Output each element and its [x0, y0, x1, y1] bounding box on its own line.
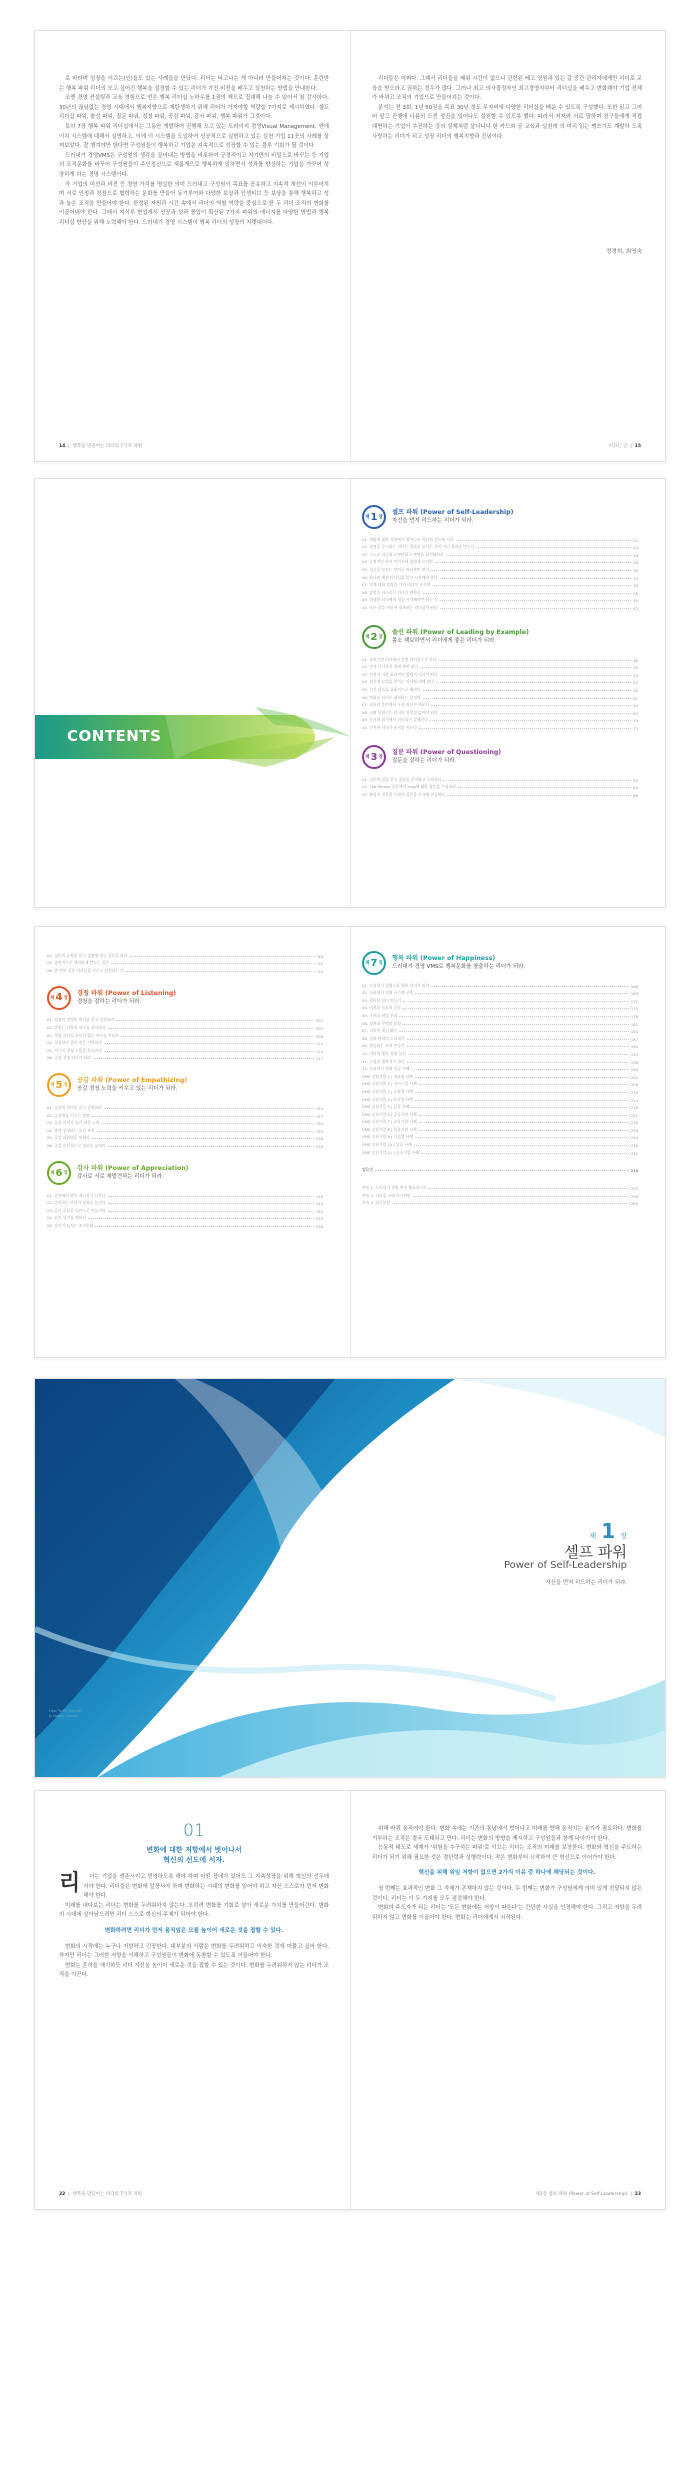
toc-entry[interactable]: 01. 공감의 의미를 알고 실천하라 124 [47, 1104, 323, 1111]
toc-entry[interactable]: VMS 실천기업 10 | 물류 사례 238 [362, 1142, 638, 1149]
toc-page-number: 136 [315, 1136, 323, 1142]
toc-page-number: 238 [630, 1143, 638, 1149]
toc-entry[interactable]: 부록 1. 드러내기 경영 추진 체크리스트 252 [362, 1184, 638, 1191]
toc-page-number: 67 [633, 710, 638, 716]
toc-page-number: 252 [630, 1185, 638, 1191]
toc-page-number: 95 [318, 968, 323, 974]
toc-entry[interactable]: 부록 3. 참고문헌 260 [362, 1200, 638, 1207]
toc-page-number: 158 [315, 1223, 323, 1229]
toc-page-number: 38 [633, 590, 638, 596]
paragraph: 더는 기업을 생존시키고 번영하도록 해야 하며 어떤 장애가 있어도 그 지속성장을 위해 혁신의 선두에 서야 한다. 리더들은 변화에 앞장서야 하며 변화하는 시대의 변화를 읽어야 하고 자신 스스로가 먼저 변화해야 한다. [83, 1874, 329, 1900]
toc-page-number: 184 [630, 1029, 638, 1035]
toc-entry[interactable]: 05. 성공을 부르는 언어로 바라보면 된다 30 [362, 566, 638, 573]
toc-list [362, 775, 638, 798]
toc-entry[interactable]: 09. 끈기와 위기에서 리더십이 강해진다 70 [362, 717, 638, 724]
toc-page-number: 105 [315, 1025, 323, 1031]
toc-entry[interactable]: 10. 리더의 행복 경영 실천 193 [362, 1050, 638, 1057]
toc-page-number: 124 [315, 1105, 323, 1111]
spread-preface [34, 30, 666, 462]
toc-entry[interactable]: 11. 구성원 행복지수 관리 196 [362, 1058, 638, 1065]
chapter-title: 공감 파워 (Power of Empathizing) [77, 1077, 188, 1085]
toc-page-number: 102 [315, 1018, 323, 1024]
contents-right-page [350, 479, 665, 907]
toc-page-number: 196 [630, 1059, 638, 1065]
footer-right: 이끄는 글 | 15 [608, 444, 641, 449]
chapter-subtitle: 드러내기 경영 VMS로 행복문화를 창출하는 리더가 되라. [392, 964, 526, 970]
toc-page-number: 33 [633, 575, 638, 581]
toc-page-number: 73 [633, 725, 638, 731]
toc-list [362, 1183, 638, 1206]
spread-contents-2 [34, 926, 666, 1358]
toc-entry[interactable]: 02. 드러내기 경영 시스템 구축 169 [362, 990, 638, 997]
toc-page-number: 190 [630, 1044, 638, 1050]
toc-page-number: 64 [633, 703, 638, 709]
toc-page-number: 166 [630, 983, 638, 989]
toc-page-number: 139 [315, 1143, 323, 1149]
toc-page-number: 178 [630, 1013, 638, 1019]
toc-page-number: 83 [633, 785, 638, 791]
preface-left-text [59, 75, 329, 229]
chapter-subtitle: 몸소 해보하면서 리더에게 좋은 리더가 되라. [392, 638, 497, 644]
toc-entry[interactable]: 06. 변화를 리더로 대처하는 결정력 61 [362, 694, 638, 701]
toc-page-number: 48 [633, 657, 638, 663]
toc-page-number: 42 [633, 605, 638, 611]
section-right-text [372, 1825, 642, 1923]
paragraph: 드러내기 경영VMS은 구성원의 생각을 끌어내는 방법을 비롯하여 긍정적이고 자기만의 비밀으로 바꾸는 등 기업의 조직문화를 바꾸어 구성원들이 주인정신으로 새롭게으로 행복하게 일하면서 성과를 향상하는 기업을 가꾸어 성장하게 하는 경영 시스템이다. [59, 152, 329, 178]
toc-page-number: 50 [633, 665, 638, 671]
footer-left-2: 22 | 행복을 만들어는 리더의 7가지 파워 [59, 2192, 142, 2197]
toc-page-number: 36 [633, 583, 638, 589]
toc-entry[interactable]: 03. 경청 리더십 보이지 않는 차이를 만들라 108 [47, 1032, 323, 1039]
chapter-badge: 제 2 장 [362, 625, 386, 649]
chapter-badge: 제 6 장 [47, 1161, 71, 1185]
toc-page-number: 214 [630, 1097, 638, 1103]
spread-chapter-opener [34, 1378, 666, 1778]
contents-right-page-2 [350, 927, 665, 1357]
toc-entry[interactable]: VMS 실천기업 8 | 의료기관 사례 230 [362, 1126, 638, 1133]
toc-entry[interactable]: VMS 실천기업 1 | 제조업 사례 202 [362, 1073, 638, 1080]
toc-entry[interactable]: VMS 실천기업 3 | 유통업 사례 210 [362, 1088, 638, 1095]
toc-page-number: 61 [633, 695, 638, 701]
toc-list [47, 1103, 323, 1149]
toc-page-number: 193 [630, 1051, 638, 1057]
toc-entry[interactable]: 04. 비전과 목표의 공유 175 [362, 1005, 638, 1012]
toc-page-number: 206 [630, 1082, 638, 1088]
chapter-number: 제 1 장 [589, 1519, 627, 1543]
toc-page-number: 222 [630, 1112, 638, 1118]
toc-list [362, 1166, 638, 1174]
toc-page-number: 22 [633, 537, 638, 543]
toc-page-number: 28 [633, 560, 638, 566]
toc-entry[interactable]: 03. 확장적 질문과 수렴적 질문을 동시에 연습하라 86 [362, 791, 638, 798]
chapter-subtitle: 감사로 서로 재발견하는 리더가 되라. [77, 1174, 164, 1180]
paragraph: 미래를 내다보는 리더는 변화를 두려워하지 않는다. 오히려 변화를 기회로 삼아 새로운 가치를 만들어간다. 변화의 시대에 살아남으려면 리더 스스로 혁신의 주체가 되어야 한다. [59, 1902, 329, 1919]
toc-entry[interactable]: 09. 위대한 리더에게 처음 시작해야만 하는 것 40 [362, 597, 638, 604]
chapter-subtitle: 경청을 잘하는 리더가 되라. [77, 998, 142, 1005]
toc-entry[interactable]: 05. 감사가 넘치는 조직문화 158 [47, 1222, 323, 1229]
toc-entry[interactable]: 06. 공감 리더십으로 성과를 높여라 139 [47, 1142, 323, 1149]
toc-entry[interactable]: 06. 공감 경청 리더가 되라 117 [47, 1055, 323, 1062]
toc-entry[interactable]: VMS 실천기업 11 | 중소기업 사례 242 [362, 1149, 638, 1156]
toc-entry[interactable]: 03. 공감 리더가 되기 위한 노력 130 [47, 1120, 323, 1127]
toc-page-number: 24 [633, 545, 638, 551]
toc-entry[interactable]: 06. 하나의 핵심 리더십을 갖고 시작해야 한다 33 [362, 574, 638, 581]
toc-page-number: 230 [630, 1127, 638, 1133]
toc-entry[interactable]: VMS 실천기업 4 | IT기업 사례 214 [362, 1096, 638, 1103]
toc-page-number: 202 [630, 1074, 638, 1080]
toc-entry[interactable]: 01. 감사에서 행복 에너지가 나온다 146 [47, 1192, 323, 1199]
toc-entry[interactable]: 04. 질문의 유형을 알고 상황에 맞는 질문을 하라 89 [47, 952, 323, 959]
paragraph: 즉 기업의 미션과 비전 등 경영 가치를 명실한 의미 드러내고 구성원이 목표를 공유하고 지속적 개선이 이루어지며 서로 인정과 칭찬으로 협력하는 문화를 만들어 동기부여와 다양한 보상과 인센티브 등 보상을 통해 행복하고 성과 높은 조직을 만들어야 한다. 한정된 자원과 시간 속에서 리더의 역할 역량을 중심으로 한 두 리더 조직의 변화를 이끌어내야 한다. 그래서 지식부 현업에서 성공과 성과 몰입이 확산된 7가지 파워의 에너지를 다양한 방법과 행복 리더십 향상을 위해 노력해야 한다. 드러내기 경영 시스템이 행복 리더의 성장의 지렛대이다. [59, 181, 329, 226]
paragraph: 능동적 태도로 세계가 '위험을 추구하는 파워'로 이끄는 리더는 조직의 미래를 보장한다. 변화와 혁신을 주도하는 리더가 되기 위해 필요한 것은 결단력과 실행력이다. 작은 변화부터 시작하여 큰 혁신으로 이어가야 한다. [372, 1845, 642, 1861]
signature: 정경희, 최영숙 [606, 249, 642, 255]
toc-entry[interactable]: 02. 감사하는 리더가 성과를 높인다 149 [47, 1200, 323, 1207]
toc-entry[interactable]: 12. 드러내기 경영 성공 사례 199 [362, 1066, 638, 1073]
spread-contents-1 [34, 478, 666, 908]
toc-page-number: 210 [630, 1089, 638, 1095]
toc-entry[interactable]: 02. 과정을 중시하는 리더는 결과를 높이는 것이 아닌 결과를 만든다 24 [362, 544, 638, 551]
chapter-badge: 제 4 장 [47, 986, 71, 1010]
toc-page-number: 187 [630, 1036, 638, 1042]
toc-page-number: 260 [630, 1201, 638, 1207]
toc-page-number: 114 [315, 1048, 323, 1054]
chapter-title: 행복 파워 (Power of Happiness) [392, 955, 496, 962]
opener-tiny-caption: How To Be Simple & Happy Leader [49, 1709, 81, 1718]
toc-page-number: 108 [315, 1033, 323, 1039]
toc-entry[interactable]: 07. 교육과 훈련에서 우선 리더가 배운다 64 [362, 702, 638, 709]
chapter-title: 질문 파워 (Power of Questioning) [392, 749, 502, 756]
toc-page-number: 199 [630, 1067, 638, 1073]
toc-list [47, 1016, 323, 1062]
toc-page-number: 149 [315, 1201, 323, 1207]
paragraph: 리더들은 어쩌다. 그래서 리더들을 배워 시간이 없으니 관련된 베고 영원과 있는 갈 중간 관리자에게만 리더로 교육을 받으라고 권하는 경우가 많다. 그러나 최고 의사결정자인 최고경영자부터 리더십을 배우고 변화해야 기업 전체가 바뀌고 조직의 기업으로 만들어지는 것이다. [372, 76, 642, 102]
toc-page-number: 226 [630, 1120, 638, 1126]
toc-entry[interactable]: 04. 감사 일기를 써보자 155 [47, 1215, 323, 1222]
chapter-subtitle: 자신을 먼저 리드하는 리더가 되라. [545, 1580, 627, 1586]
toc-entry[interactable]: 02. 먼저 다가가서 쉽게 하면 된다 50 [362, 664, 638, 671]
toc-page-number: 55 [633, 680, 638, 686]
toc-entry[interactable]: 03. 감사 표현을 습관으로 만들어라 152 [47, 1207, 323, 1214]
toc-page-number: 169 [630, 991, 638, 997]
toc-entry[interactable]: 07. 지속적 개선 활동 184 [362, 1028, 638, 1035]
page-14 [35, 31, 350, 461]
page-23 [350, 1791, 665, 2209]
toc-entry[interactable]: 04. 긍정적인 자아 이미지에 강하게 끌리면 28 [362, 559, 638, 566]
toc-page-number: 86 [633, 792, 638, 798]
toc-entry[interactable]: VMS 실천기업 5 | 금융 사례 218 [362, 1104, 638, 1111]
toc-entry[interactable]: 04. 위기에 모범을 보이는 리더에 의해 된다 55 [362, 679, 638, 686]
page-15 [350, 31, 665, 461]
paragraph: 로 바라며 성장을 이끄는(인)들도 있는 사례들을 만났다. 리더는 타고나는 게 아니라 만들어지는 것이다. 훈련받는 행복 파워 리더의 모고 싶어진 행복을 설정할 수 있는 리더가 가진 비전을 배우고 실천하는 방법을 안내한다. [59, 76, 329, 92]
toc-page-number: 127 [315, 1113, 323, 1119]
toc-entry[interactable]: 맺음말 248 [362, 1167, 638, 1174]
chapter-subtitle: 공감 경청 노력을 키우고 있는 리더가 되라. [77, 1086, 178, 1093]
section-number: 01 [183, 1821, 205, 1841]
toc-page-number: 175 [630, 1006, 638, 1012]
toc-list [362, 981, 638, 1156]
section-title: 변화에 대한 저항에서 벗어나서 혁신의 선도에 서자. [146, 1846, 242, 1864]
section-left-text [59, 1873, 329, 1981]
toc-list [362, 535, 638, 611]
toc-list [47, 1191, 323, 1229]
toc-entry[interactable]: 10. 모든 것을 이끌어 창조하는 리더십이 된다 42 [362, 604, 638, 611]
preface-right-text [372, 75, 642, 142]
toc-entry[interactable]: 01. 변화에 대한 저항에서 벗어나서 혁신의 선도에 서자 22 [362, 536, 638, 543]
toc-entry[interactable]: 08. 감정을 다스리는 리더가 변한다 38 [362, 589, 638, 596]
chapter-badge: 제 1 장 [362, 505, 386, 529]
toc-entry[interactable]: 08. 성과 관리의 드러내기 187 [362, 1035, 638, 1042]
toc-page-number: 80 [633, 777, 638, 783]
paragraph: 특히 7장 행복 파워 리더십에서는 그동안 개발하여 진행해 오고 있는 트라이지 경영Visual Management, 엔에이치 시스템에 대해서 설명하고, 이에 이 시스템을 도입하여 성공적으로 실현하고 있는 실천 기업 11곳의 사례를 살펴보았다. 잘 챙겨야만 한다면 구성원들이 행복하고 기업은 지속적으로 성장할 수 있는 블루 기회가 될 것이다. [59, 123, 329, 150]
contents-left-page [35, 479, 350, 907]
toc-page-number: 181 [630, 1021, 638, 1027]
paragraph: 분석는 전 3회, 1년 50권을 목표 30년 정도 무자비에 다양한 리더십을 배운 수 있도록 구성했다. 또한 읽고 그저비 앞고 진행에 나름의 도전 정진을 일어나도 실천할 수 있도록 했다. 따라서 저자와 서로 말하며 친구들에게 직접 대면하는 기업이 추진하는 강의 실제처럼 살다니다 한 카드와 공 교육과 실천에 의 미리 읽는 맹쓰기도 계발하 도록 사랑하는 리더가 되고 성장 리더의 행복지향과 진념이다. [372, 104, 642, 140]
paragraph: 변화의 주도자가 되는 리더는 '모든 변화에는 저항이 따른다'는 간단한 사실을 인정해야 한다. 그리고 저항을 두려워하지 않고 변화를 이끌어야 한다. 변화는 리더에게서 시작된다. [372, 1905, 642, 1921]
contents-left-page-2 [35, 927, 350, 1357]
toc-page-number: 92 [318, 961, 323, 967]
toc-entry[interactable]: 02. The Person 질문에서 How에 대한 질문을 수집하라 83 [362, 784, 638, 791]
toc-entry[interactable]: 03. 인정이 가장 효과적인 방법의 리더가 된다 53 [362, 671, 638, 678]
toc-page-number: 130 [315, 1121, 323, 1127]
toc-page-number: 218 [630, 1105, 638, 1111]
dropcap: 리 [59, 1871, 81, 1896]
toc-list [47, 951, 323, 974]
toc-page-number: 234 [630, 1135, 638, 1141]
toc-page-number: 53 [633, 672, 638, 678]
toc-page-number: 133 [315, 1128, 323, 1134]
toc-page-number: 89 [318, 953, 323, 959]
chapter-title: 셀프 파워 (Power of Self-Leadership) [392, 509, 514, 516]
chapter-title-ko: 셀프 파워 [564, 1543, 627, 1561]
toc-entry[interactable]: 05. 시간 관리를 효율적으로 해낸다 58 [362, 686, 638, 693]
toc-entry[interactable]: 07. 일에 대한 열정을 가진 리더의 사고력 36 [362, 582, 638, 589]
toc-entry[interactable]: 09. 학습하는 조직 만들기 190 [362, 1043, 638, 1050]
toc-entry[interactable]: 10. 건전한 리더가 조직을 바꾼다 73 [362, 724, 638, 731]
paragraph: 변화는 흔히들 얘기하듯 리더 자신을 높이어 새로운 것을 접할 수 있는 것이다. 변화를 두려워하지 않는 리더가 조직을 이끈다. [59, 1962, 329, 1979]
spread-section-01 [34, 1790, 666, 2210]
toc-entry[interactable]: 08. 신뢰 분위기는 리더의 진정성 있어야 된다 67 [362, 709, 638, 716]
toc-entry[interactable]: 02. 공감력을 키우는 방법 127 [47, 1112, 323, 1119]
toc-entry[interactable]: VMS 실천기업 9 | 건설업 사례 234 [362, 1134, 638, 1141]
chapter-subtitle: 자신을 먼저 리드하는 리더가 되라. [392, 518, 474, 524]
chapter-title-en: Power of Self-Leadership [503, 1560, 627, 1571]
chapter-title: 감사 파워 (Power of Appreciation) [77, 1165, 189, 1172]
toc-entry[interactable]: 01. 드러내기 경영으로 행복 리더가 되라 166 [362, 982, 638, 989]
toc-entry[interactable]: 03. 행복한 일터 만들기 172 [362, 997, 638, 1004]
toc-page-number: 117 [315, 1056, 323, 1062]
footer-right-2: 제1장 셀프 파워 (Power of Self-Leadership) | 23 [535, 2192, 641, 2197]
toc-entry[interactable]: VMS 실천기업 6 | 공공기관 사례 222 [362, 1111, 638, 1118]
page-22 [35, 1791, 350, 2209]
toc-entry[interactable]: 05. 공감 대화법을 익혀라 136 [47, 1135, 323, 1142]
toc-page-number: 172 [630, 998, 638, 1004]
paragraph: 첫 번째는 효과적인 변화 그 자체가 존재하지 않는 것이다. 두 번째는 변화가 구성원에게 의미 있게 전달되지 않은 것이다. 리더는 이 두 가지를 모두 점검해야 한다. [372, 1885, 642, 1902]
toc-page-number: 30 [633, 567, 638, 573]
toc-page-number: 146 [315, 1193, 323, 1199]
toc-entry[interactable]: 06. 한 번의 질문 리더십을 키우고 실천하는 것 95 [47, 967, 323, 974]
toc-entry[interactable]: 04. 함께 성장하는 공감 조직 133 [47, 1127, 323, 1134]
toc-entry[interactable]: 03. 스스로 자극하고 판단하고 판단을 최적화한다 26 [362, 551, 638, 558]
toc-page-number: 242 [630, 1150, 638, 1156]
chapter-subtitle: 질문을 잘하는 리더가 되라. [392, 758, 457, 764]
paragraph: 위해 바뀌 움직여야 한다. 변화 속에는 기존의 통념에서 벗어나고 미래를 향해 움직이는 용기가 필요하다. 변화를 거부하는 조직은 결국 도태되고 만다. 리더는 변화의 방향을 제시하고 구성원들과 함께 나아가야 한다. [372, 1826, 642, 1842]
chapter-badge: 제 5 장 [47, 1073, 71, 1097]
toc-page-number: 155 [315, 1216, 323, 1222]
toc-entry[interactable]: 02. 말하는 사람의 의도를 파악하라 105 [47, 1024, 323, 1031]
paragraph: 조엔 경영 컨설팅과 교육 경험으로 얻은 행복 리더십 노하우를 1권의 책으로 집대해 나눔 수 있어서 참 감사하다. 30년의 끊임없는 경영 시대에서 행복지향으로 재탄생하기 위해 리더가 가져야할 역량을 7가지로 제시하였다. 셀프리더십 파워, 솔선 파워, 질문 파워, 경청 파워, 공감 파워, 감사 파워, 행복 파워가 그것이다. [59, 95, 329, 121]
toc-page-number: 26 [633, 552, 638, 558]
toc-page-number: 152 [315, 1208, 323, 1214]
toc-entry[interactable]: 05. 적극적 경청 스킬을 학습하라 114 [47, 1047, 323, 1054]
toc-page-number: 58 [633, 687, 638, 693]
chapter-title: 솔선 파워 (Power of Leading by Example) [392, 629, 529, 636]
toc-entry[interactable]: 05. 창의적으로 생각하게 만드는 질문 92 [47, 960, 323, 967]
toc-entry[interactable]: 01. 솔선수범 리더에서 진정 리더십으로 간다 48 [362, 656, 638, 663]
toc-page-number: 248 [630, 1168, 638, 1174]
paragraph: 변화의 시작에는 누구나 저항하고 긴장한다. 대부분의 사람은 변화를 두려워하고 익숙한 것에 머물고 싶어 한다. 하지만 리더는 그러한 저항을 이해하고 구성원들이 변화에 동참할 수 있도록 이끌어야 한다. [59, 1943, 329, 1960]
toc-entry[interactable]: 01. 질문의 힘을 알고 질문을 준비하고 시작하라 80 [362, 776, 638, 783]
chapter-title: 경청 파워 (Power of Listening) [77, 989, 177, 997]
toc-entry[interactable]: VMS 실천기업 2 | 서비스업 사례 206 [362, 1081, 638, 1088]
chapter-badge: 제 3 장 [362, 745, 386, 769]
toc-page-number: 256 [630, 1193, 638, 1199]
toc-entry[interactable]: 05. 소통과 협업 문화 178 [362, 1012, 638, 1019]
toc-entry[interactable]: 01. 경청의 진정한 의미를 알고 실천하라 102 [47, 1017, 323, 1024]
toc-page-number: 111 [315, 1041, 323, 1047]
toc-page-number: 70 [633, 718, 638, 724]
toc-entry[interactable]: 부록 2. 리더십 파워 자가진단 256 [362, 1192, 638, 1199]
toc-entry[interactable]: 06. 칭찬과 인정의 문화 181 [362, 1020, 638, 1027]
contents-label: CONTENTS [67, 727, 162, 745]
toc-page-number: 40 [633, 598, 638, 604]
toc-entry[interactable]: 04. 경청하면 좋은 점을 기억하자 111 [47, 1040, 323, 1047]
left-quote: 변화하려면 리더가 먼저 움직임은 모를 높이어 새로운 것을 접할 수 있다. [104, 1927, 284, 1934]
toc-list [362, 655, 638, 731]
right-quote: 혁신을 위해 위임 저항이 없으면 2가지 이유 중 하나에 해당되는 것이다. [418, 1870, 596, 1877]
toc-entry[interactable]: VMS 실천기업 7 | 교육기관 사례 226 [362, 1119, 638, 1126]
chapter-badge: 제 7 장 [362, 951, 386, 975]
footer-left: 14 | 행복을 만들어는 리더의 7가지 파워 [59, 444, 142, 449]
